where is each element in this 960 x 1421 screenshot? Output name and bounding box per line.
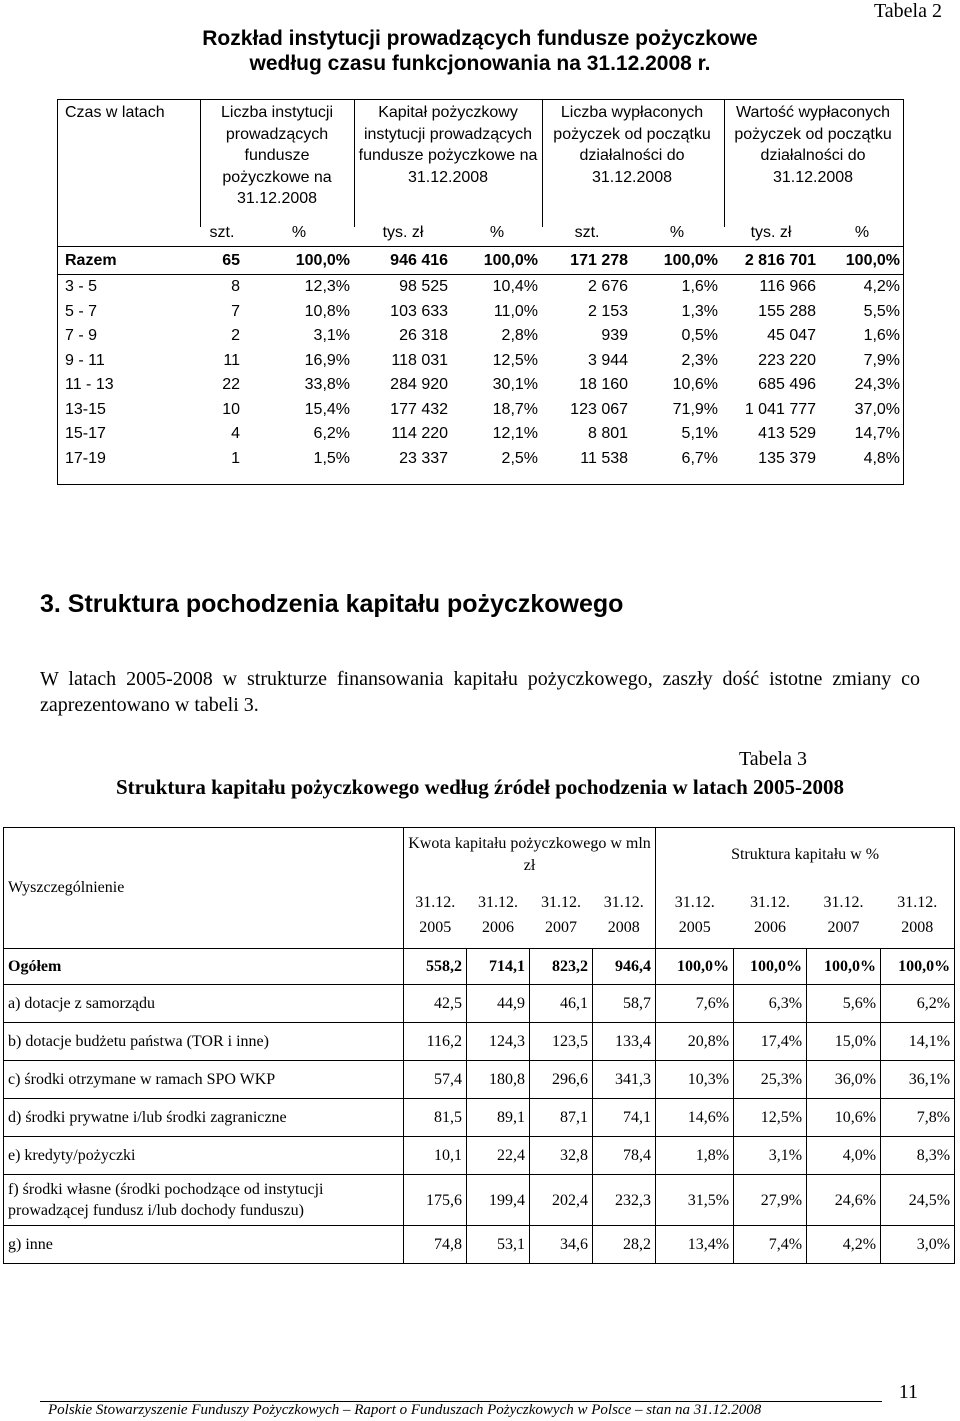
table3-cell: 116,2 <box>404 1023 467 1061</box>
table3-cell: 6,2% <box>881 985 955 1023</box>
table3 <box>3 827 955 1264</box>
table-row <box>57 398 904 423</box>
table2-row-label: 11 - 13 <box>65 376 114 394</box>
table3-cell: 31,5% <box>656 1175 734 1226</box>
table2-cell: 1,6% <box>863 327 901 345</box>
table2-cell: 6,2% <box>313 425 351 443</box>
table3-year: 31.12. 2007 <box>530 881 593 949</box>
table2-cell: 2,3% <box>681 351 719 369</box>
table3-row-label: a) dotacje z samorządu <box>4 985 404 1023</box>
table2-cell: 1 <box>231 449 240 467</box>
table2-cell: 100,0% <box>820 247 904 275</box>
table2-cell: 135 379 <box>758 449 817 467</box>
table3-cell: 4,2% <box>807 1226 881 1264</box>
table2-header-loans-count: Liczba wypłaconych pożyczek od początku działalności do 31.12.2008 <box>553 104 711 186</box>
table2-cell: 2 816 701 <box>722 247 820 275</box>
table3-cell: 100,0% <box>656 949 734 985</box>
table2 <box>57 99 904 471</box>
table2-cell: 10,4% <box>492 278 539 296</box>
table3-cell: 44,9 <box>467 985 530 1023</box>
table3-cell: 946,4 <box>593 949 656 985</box>
table2-cell: 103 633 <box>390 302 449 320</box>
table3-cell: 74,1 <box>593 1099 656 1137</box>
table2-cell: 71,9% <box>672 400 719 418</box>
table3-cell: 25,3% <box>734 1061 807 1099</box>
table3-year: 31.12. 2005 <box>656 881 734 949</box>
table3-cell: 341,3 <box>593 1061 656 1099</box>
table2-cell: 5,5% <box>863 302 901 320</box>
table-row <box>4 1099 955 1137</box>
table3-row-label: f) środki własne (środki pochodzące od instytucji prowadzącej fundusz i/lub dochody funduszu) <box>4 1175 404 1226</box>
table3-cell: 36,0% <box>807 1061 881 1099</box>
table3-cell: 558,2 <box>404 949 467 985</box>
table2-cell: 22 <box>222 376 240 394</box>
table3-cell: 17,4% <box>734 1023 807 1061</box>
table2-cell: 11 538 <box>580 449 629 467</box>
table3-cell: 7,8% <box>881 1099 955 1137</box>
table2-cell: 18,7% <box>492 400 539 418</box>
table2-cell: 14,7% <box>854 425 901 443</box>
table3-row-label: b) dotacje budżetu państwa (TOR i inne) <box>4 1023 404 1061</box>
table3-cell: 34,6 <box>530 1226 593 1264</box>
table3-cell: 175,6 <box>404 1175 467 1226</box>
table-row <box>4 1061 955 1099</box>
table3-cell: 10,6% <box>807 1099 881 1137</box>
table3-cell: 1,8% <box>656 1137 734 1175</box>
table2-cell: 3,1% <box>313 327 351 345</box>
table3-cell: 199,4 <box>467 1175 530 1226</box>
table2-cell: 7 <box>231 302 240 320</box>
table2-cell: 15,4% <box>304 400 351 418</box>
table3-total-row <box>4 949 955 985</box>
table2-cell: 5,1% <box>681 425 719 443</box>
table2-cell: 413 529 <box>758 425 817 443</box>
table2-unit: szt. <box>574 224 600 241</box>
table2-cell: 100,0% <box>244 247 354 275</box>
table3-year: 31.12. 2005 <box>404 881 467 949</box>
table2-cell: 118 031 <box>391 351 449 369</box>
table-row <box>4 985 955 1023</box>
table2-unit: % <box>854 224 870 241</box>
table2-cell: 171 278 <box>542 247 632 275</box>
table2-row-label: 5 - 7 <box>65 302 98 320</box>
footer-text: Polskie Stowarzyszenie Funduszy Pożyczkowych – Raport o Funduszach Pożyczkowych w Polsce – stan na 31.12.2008 <box>48 1402 762 1418</box>
table3-cell: 124,3 <box>467 1023 530 1061</box>
table2-row-label: Razem <box>57 247 200 275</box>
table2-cell: 8 <box>231 278 240 296</box>
table3-cell: 296,6 <box>530 1061 593 1099</box>
table2-cell: 946 416 <box>354 247 452 275</box>
table2-cell: 4 <box>231 425 240 443</box>
table2-cell: 37,0% <box>854 400 901 418</box>
table3-cell: 57,4 <box>404 1061 467 1099</box>
table2-row-label: 7 - 9 <box>65 327 98 345</box>
table3-cell: 202,4 <box>530 1175 593 1226</box>
table2-cell: 114 220 <box>391 425 449 443</box>
table2-unit-blank <box>57 220 200 247</box>
table3-cell: 28,2 <box>593 1226 656 1264</box>
table2-cell: 177 432 <box>390 400 449 418</box>
table2-header-loans-value: Wartość wypłaconych pożyczek od początku działalności do 31.12.2008 <box>734 104 892 186</box>
table2-cell: 4,8% <box>863 449 901 467</box>
table3-cell: 27,9% <box>734 1175 807 1226</box>
table3-cell: 100,0% <box>807 949 881 985</box>
table2-title-line1: Rozkład instytucji prowadzących fundusze pożyczkowe <box>202 27 758 50</box>
table-row <box>57 349 904 374</box>
table2-unit: tys. zł <box>750 224 792 241</box>
table3-label: Tabela 3 <box>738 748 807 770</box>
table3-year: 31.12. 2008 <box>881 881 955 949</box>
table2-cell: 33,8% <box>304 376 351 394</box>
table2-cell: 23 337 <box>399 449 449 467</box>
table2-cell: 2,5% <box>501 449 539 467</box>
table3-cell: 123,5 <box>530 1023 593 1061</box>
table2-cell: 10 <box>222 400 240 418</box>
table2-unit: szt. <box>209 224 235 241</box>
table3-cell: 20,8% <box>656 1023 734 1061</box>
table3-row-label: c) środki otrzymane w ramach SPO WKP <box>4 1061 404 1099</box>
table3-cell: 232,3 <box>593 1175 656 1226</box>
table2-body <box>57 247 904 472</box>
table2-cell: 155 288 <box>758 302 817 320</box>
table3-cell: 133,4 <box>593 1023 656 1061</box>
table3-cell: 8,3% <box>881 1137 955 1175</box>
table3-cell: 46,1 <box>530 985 593 1023</box>
table3-cell: 823,2 <box>530 949 593 985</box>
table3-cell: 100,0% <box>734 949 807 985</box>
table2-cell: 7,9% <box>863 351 901 369</box>
table3-cell: 81,5 <box>404 1099 467 1137</box>
table2-cell: 223 220 <box>758 351 817 369</box>
table3-cell: 6,3% <box>734 985 807 1023</box>
table3-cell: 53,1 <box>467 1226 530 1264</box>
table3-cell: 22,4 <box>467 1137 530 1175</box>
table2-cell: 1 041 777 <box>744 400 817 418</box>
table3-row-label: e) kredyty/pożyczki <box>4 1137 404 1175</box>
table2-cell: 98 525 <box>399 278 449 296</box>
table2-cell: 11 <box>223 351 240 369</box>
table2-cell: 12,5% <box>492 351 539 369</box>
table3-cell: 3,0% <box>881 1226 955 1264</box>
table2-unit: tys. zł <box>382 224 424 241</box>
table3-cell: 180,8 <box>467 1061 530 1099</box>
page-number: 11 <box>898 1381 918 1403</box>
table2-cell: 12,1% <box>492 425 539 443</box>
table2-cell: 2 153 <box>587 302 629 320</box>
table2-unit: % <box>489 224 505 241</box>
table2-cell: 24,3% <box>854 376 901 394</box>
table3-cell: 714,1 <box>467 949 530 985</box>
table2-cell: 0,5% <box>681 327 719 345</box>
table2-cell: 2 <box>231 327 240 345</box>
table2-row-label: 9 - 11 <box>65 351 105 369</box>
table3-cell: 7,4% <box>734 1226 807 1264</box>
table2-unit: % <box>669 224 685 241</box>
table2-title-line2: według czasu funkcjonowania na 31.12.2008 r. <box>249 52 711 75</box>
table3-cell: 15,0% <box>807 1023 881 1061</box>
table3-header-structure: Struktura kapitału w % <box>656 828 955 882</box>
table2-cell: 45 047 <box>767 327 817 345</box>
table2-row-label: 15-17 <box>65 425 106 443</box>
table3-cell: 14,1% <box>881 1023 955 1061</box>
table3-year: 31.12. 2006 <box>734 881 807 949</box>
table2-cell: 284 920 <box>390 376 449 394</box>
table2-cell: 16,9% <box>304 351 351 369</box>
table2-cell: 6,7% <box>681 449 719 467</box>
table-row <box>57 422 904 447</box>
table3-cell: 5,6% <box>807 985 881 1023</box>
table2-cell: 123 067 <box>570 400 629 418</box>
table3-header-item: Wyszczególnienie <box>4 828 404 949</box>
table2-cell: 939 <box>601 327 629 345</box>
table3-cell: 32,8 <box>530 1137 593 1175</box>
table3-cell: 14,6% <box>656 1099 734 1137</box>
table3-cell: 10,3% <box>656 1061 734 1099</box>
table3-cell: 100,0% <box>881 949 955 985</box>
table-row <box>4 1175 955 1226</box>
table3-cell: 42,5 <box>404 985 467 1023</box>
table2-cell: 11,0% <box>493 302 539 320</box>
table2-cell: 2 676 <box>587 278 629 296</box>
table3-cell: 36,1% <box>881 1061 955 1099</box>
table3-cell: 58,7 <box>593 985 656 1023</box>
table2-cell: 2,8% <box>501 327 539 345</box>
table3-body <box>4 949 955 1264</box>
table2-cell: 100,0% <box>452 247 542 275</box>
table-row <box>57 324 904 349</box>
table2-row-label: 13-15 <box>65 400 106 418</box>
table3-row-label: Ogółem <box>4 949 404 985</box>
table3-cell: 7,6% <box>656 985 734 1023</box>
section-paragraph: W latach 2005-2008 w strukturze finansowania kapitału pożyczkowego, zaszły dość istotne zmiany co zaprezentowano w tabeli 3. <box>40 668 920 716</box>
table2-cell: 26 318 <box>399 327 449 345</box>
table2-cell: 685 496 <box>758 376 817 394</box>
table-row <box>4 1137 955 1175</box>
table2-unit: % <box>291 224 307 241</box>
table3-cell: 24,5% <box>881 1175 955 1226</box>
table3-cell: 89,1 <box>467 1099 530 1137</box>
table3-year: 31.12. 2006 <box>467 881 530 949</box>
table-row <box>4 1023 955 1061</box>
table2-cell: 100,0% <box>632 247 722 275</box>
table2-header-capital: Kapitał pożyczkowy instytucji prowadzących fundusze pożyczkowe na 31.12.2008 <box>358 104 538 186</box>
table2-header-time: Czas w latach <box>65 104 165 121</box>
table3-cell: 78,4 <box>593 1137 656 1175</box>
table3-header-amount: Kwota kapitału pożyczkowego w mln zł <box>404 828 656 882</box>
table2-cell: 1,6% <box>681 278 719 296</box>
table2-cell: 18 160 <box>579 376 629 394</box>
table-row <box>57 300 904 325</box>
table2-cell: 3 944 <box>587 351 629 369</box>
table3-cell: 74,8 <box>404 1226 467 1264</box>
table-row <box>4 1226 955 1264</box>
table2-header-count: Liczba instytucji prowadzących fundusze pożyczkowe na 31.12.2008 <box>220 104 334 207</box>
table2-row-label: 17-19 <box>65 449 106 467</box>
table2-title <box>200 26 760 76</box>
table2-cell: 1,3% <box>681 302 719 320</box>
table3-row-label: g) inne <box>4 1226 404 1264</box>
table2-cell: 12,3% <box>304 278 351 296</box>
table2-cell: 30,1% <box>492 376 539 394</box>
table3-year: 31.12. 2007 <box>807 881 881 949</box>
table-row <box>57 275 904 300</box>
table3-cell: 13,4% <box>656 1226 734 1264</box>
table2-cell: 8 801 <box>587 425 629 443</box>
section-heading: 3. Struktura pochodzenia kapitału pożyczkowego <box>40 590 624 618</box>
table3-title: Struktura kapitału pożyczkowego według źródeł pochodzenia w latach 2005-2008 <box>115 775 844 799</box>
table3-cell: 10,1 <box>404 1137 467 1175</box>
table2-cell: 65 <box>200 247 244 275</box>
table3-cell: 24,6% <box>807 1175 881 1226</box>
table3-cell: 3,1% <box>734 1137 807 1175</box>
table2-cell: 116 966 <box>759 278 817 296</box>
table2-row-label: 3 - 5 <box>65 278 98 296</box>
table-row <box>57 447 904 472</box>
table2-cell: 4,2% <box>863 278 901 296</box>
table2-total-row <box>57 247 904 275</box>
table3-year: 31.12. 2008 <box>593 881 656 949</box>
table2-cell: 1,5% <box>313 449 351 467</box>
table3-cell: 87,1 <box>530 1099 593 1137</box>
table2-cell: 10,8% <box>304 302 351 320</box>
table3-cell: 4,0% <box>807 1137 881 1175</box>
table3-row-label: d) środki prywatne i/lub środki zagraniczne <box>4 1099 404 1137</box>
table3-cell: 12,5% <box>734 1099 807 1137</box>
table2-cell: 10,6% <box>672 376 719 394</box>
table2-label: Tabela 2 <box>873 0 942 22</box>
table-row <box>57 373 904 398</box>
